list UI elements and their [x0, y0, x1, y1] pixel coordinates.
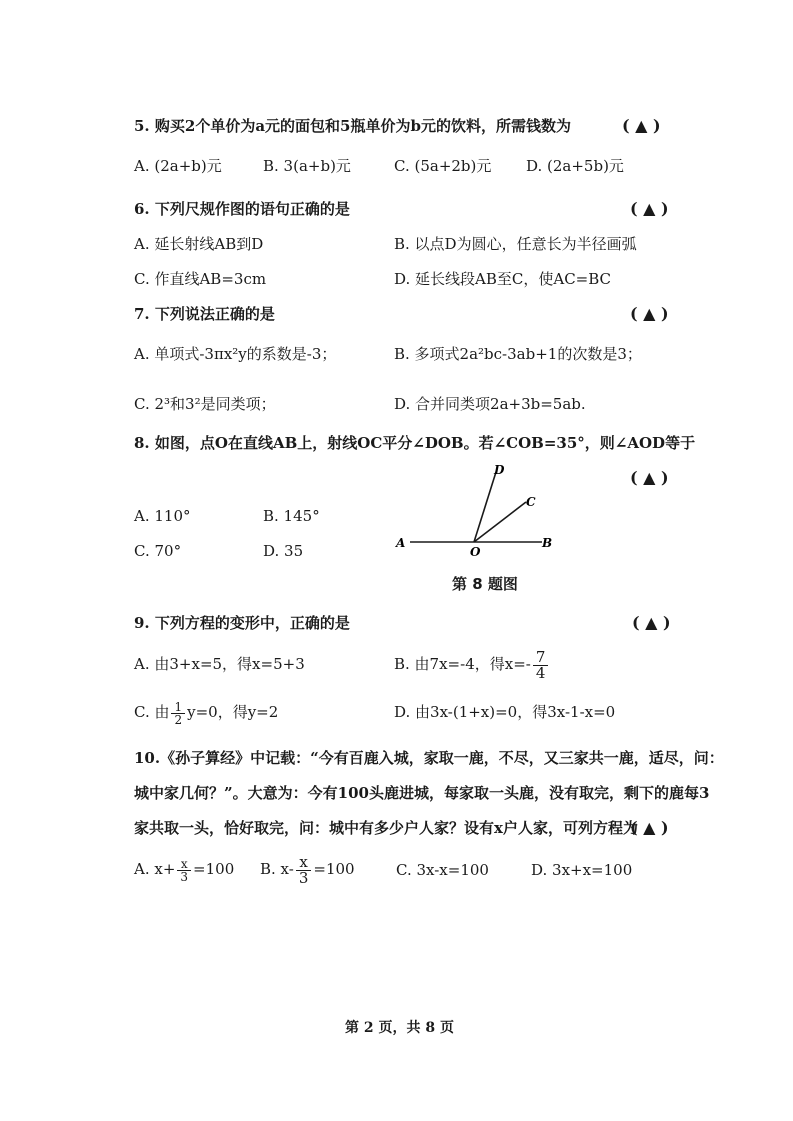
q9-option-b [394, 647, 550, 681]
page-number-footer: 第 2 页，共 8 页 [345, 1020, 454, 1036]
fraction-numerator: 7 [533, 650, 549, 666]
q7-answer-mark: ( ▲ ) [630, 304, 669, 323]
label-d: D [494, 463, 505, 477]
q10-option-b-text-pre: B. x- [260, 860, 294, 878]
q9-option-c-fraction [171, 701, 185, 726]
q7-option-c: C. 2³和3²是同类项； [134, 395, 276, 413]
q5-option-c: C. (5a+2b)元 [394, 157, 492, 175]
fraction-numerator: x [296, 855, 312, 871]
fraction-denominator: 3 [180, 869, 189, 884]
fraction-numerator: x [177, 858, 191, 871]
q10-option-a-text-pre: A. x+ [134, 860, 176, 878]
q5-option-d: D. (2a+5b)元 [526, 157, 624, 175]
q7-option-a: A. 单项式-3πx²y的系数是-3； [134, 345, 337, 363]
q10-answer-mark: ( ▲ ) [630, 818, 669, 837]
q10-line-3: 家共取一头，恰好取完，问：城中有多少户人家？设有x户人家，可列方程为 [134, 819, 638, 837]
q5-answer-mark: ( ▲ ) [622, 116, 661, 135]
q5-option-b: B. 3(a+b)元 [263, 157, 351, 175]
label-c: C [526, 495, 536, 509]
q9-option-c-text-post: y=0，得y=2 [187, 703, 279, 721]
q8-angle-figure [392, 460, 572, 560]
q8-stem: 8. 如图，点O在直线AB上，射线OC平分∠DOB。若∠COB=35°，则∠AOD等于 [134, 434, 696, 452]
q7-option-b: B. 多项式2a²bc-3ab+1的次数是3； [394, 345, 642, 363]
label-b: B [542, 536, 553, 550]
ray-od [474, 472, 496, 542]
label-o: O [470, 545, 481, 559]
q6-stem: 6. 下列尺规作图的语句正确的是 [134, 200, 350, 218]
q9-option-b-fraction [533, 647, 549, 682]
q10-line-1: 10.《孙子算经》中记载：“今有百鹿入城，家取一鹿，不尽，又三家共一鹿，适尽，问： [134, 749, 724, 767]
q10-option-a-fraction [177, 858, 191, 883]
q6-option-b: B. 以点D为圆心，任意长为半径画弧 [394, 235, 637, 253]
fraction-denominator: 2 [174, 712, 183, 727]
fraction-numerator: 1 [171, 701, 185, 714]
q8-option-c: C. 70° [134, 542, 182, 560]
q10-option-a [134, 852, 234, 886]
q8-option-d: D. 35 [263, 542, 304, 560]
q6-option-a: A. 延长射线AB到D [134, 235, 264, 253]
q9-option-b-text: B. 由7x=-4，得x=- [394, 655, 531, 673]
label-a: A [396, 536, 406, 550]
q7-stem: 7. 下列说法正确的是 [134, 305, 275, 323]
q10-option-d: D. 3x+x=100 [531, 861, 633, 879]
ray-oc [474, 502, 526, 542]
q8-answer-mark: ( ▲ ) [630, 468, 669, 487]
fraction-denominator: 3 [298, 868, 309, 887]
q8-figure-caption: 第 8 题图 [452, 575, 518, 593]
q10-option-b-fraction [296, 852, 312, 887]
q6-option-d: D. 延长线段AB至C，使AC=BC [394, 270, 612, 288]
q6-answer-mark: ( ▲ ) [630, 199, 669, 218]
q8-option-a: A. 110° [134, 507, 191, 525]
q10-option-c: C. 3x-x=100 [396, 861, 489, 879]
q5-option-a: A. (2a+b)元 [134, 157, 222, 175]
q9-option-a: A. 由3+x=5，得x=5+3 [134, 655, 305, 673]
q9-option-c-text-pre: C. 由 [134, 703, 170, 721]
q10-option-b [260, 852, 355, 886]
q10-option-b-text-post: =100 [313, 860, 355, 878]
q9-answer-mark: ( ▲ ) [632, 613, 671, 632]
fraction-denominator: 4 [535, 663, 546, 682]
q9-stem: 9. 下列方程的变形中，正确的是 [134, 614, 350, 632]
q5-stem: 5. 购买2个单价为a元的面包和5瓶单价为b元的饮料，所需钱数为 [134, 117, 571, 135]
q7-option-d: D. 合并同类项2a+3b=5ab. [394, 395, 586, 413]
q6-option-c: C. 作直线AB=3cm [134, 270, 267, 288]
q10-option-a-text-post: =100 [193, 860, 235, 878]
q9-option-c [134, 695, 278, 729]
q10-line-2: 城中家几何？”。大意为：今有100头鹿进城，每家取一头鹿，没有取完，剩下的鹿每3 [134, 784, 710, 802]
q9-option-d: D. 由3x-(1+x)=0，得3x-1-x=0 [394, 703, 616, 721]
q8-option-b: B. 145° [263, 507, 320, 525]
